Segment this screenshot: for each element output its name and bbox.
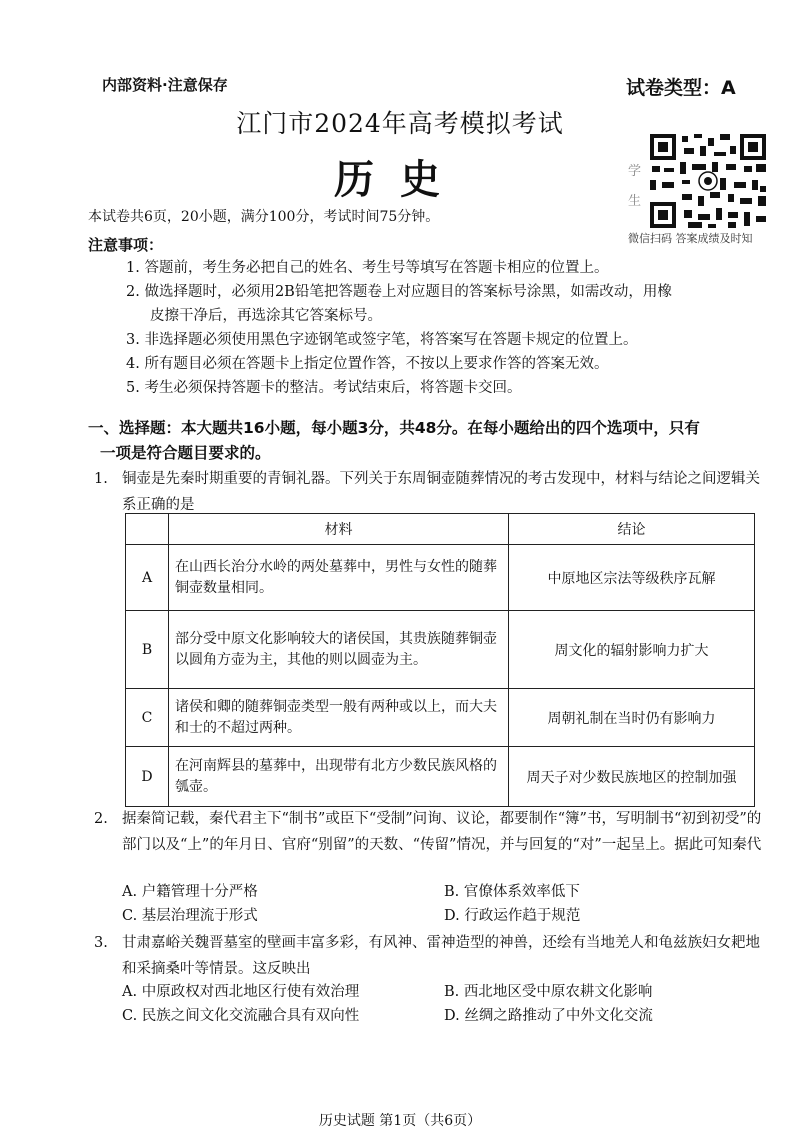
notes-heading: 注意事项： (88, 236, 164, 254)
question-text: 甘肃嘉峪关魏晋墓室的壁画丰富多彩，有风神、雷神造型的神兽，还绘有当地羌人和龟兹族妇女耙地和采摘桑叶等情景。这反映出 (122, 935, 760, 977)
section-heading-line: 一、选择题：本大题共16小题，每小题3分，共48分。在每小题给出的四个选项中，只有 (88, 419, 700, 437)
note-item: 3. 非选择题必须使用黑色字迹钢笔或签字笔，将答案写在答题卡规定的位置上。 (126, 332, 638, 348)
question-text: 铜壶是先秦时期重要的青铜礼器。下列关于东周铜壶随葬情况的考古发现中，材料与结论之间逻辑关系正确的是 (122, 471, 760, 513)
material-cell: 诸侯和卿的随葬铜壶类型一般有两种或以上，而大夫和士的不超过两种。 (169, 689, 509, 747)
conclusion-cell: 中原地区宗法等级秩序瓦解 (509, 545, 755, 611)
qr-caption: 微信扫码 答案成绩及时知 (628, 232, 753, 245)
conclusion-cell: 周天子对少数民族地区的控制加强 (509, 747, 755, 807)
table-header-cell: 材料 (169, 514, 509, 545)
note-item: 5. 考生必须保持答题卡的整洁。考试结束后，将答题卡交回。 (126, 380, 522, 396)
table-row (126, 611, 755, 689)
conclusion-cell: 周文化的辐射影响力扩大 (509, 611, 755, 689)
material-cell: 部分受中原文化影响较大的诸侯国，其贵族随葬铜壶以圆角方壶为主，其他的则以圆壶为主。 (169, 611, 509, 689)
question-text: 据秦简记载，秦代君主下“制书”或臣下“受制”问询、议论，都要制作“簿”书，写明制书“初到初受”的部门以及“上”的年月日、官府“别留”的天数、“传留”情况，并与回复的“对”一起呈上。据此可知秦代 (122, 811, 762, 853)
option-a[interactable]: A. 中原政权对西北地区行使有效治理 (122, 984, 360, 1000)
option-letter: A (126, 545, 169, 611)
subject-title: 历史 (334, 156, 466, 203)
question-3 (96, 930, 768, 982)
exam-title: 江门市2024年高考模拟考试 (236, 109, 564, 138)
material-conclusion-table (125, 513, 755, 807)
note-item: 皮擦干净后，再选涂其它答案标号。 (150, 308, 382, 324)
conclusion-cell: 周朝礼制在当时仍有影响力 (509, 689, 755, 747)
qr-side-char: 学 (628, 164, 642, 179)
section-heading-line: 一项是符合题目要求的。 (100, 444, 271, 462)
table-header-cell (126, 514, 169, 545)
qr-code-icon[interactable] (648, 132, 768, 230)
option-c[interactable]: C. 民族之间文化交流融合具有双向性 (122, 1008, 360, 1024)
option-b[interactable]: B. 西北地区受中原农耕文化影响 (444, 984, 653, 1000)
paper-intro: 本试卷共6页，20小题，满分100分，考试时间75分钟。 (88, 209, 440, 225)
option-d[interactable]: D. 丝绸之路推动了中外文化交流 (444, 1008, 653, 1024)
question-number: 1. (94, 471, 108, 487)
paper-type-label: 试卷类型：A (626, 77, 736, 99)
option-a[interactable]: A. 户籍管理十分严格 (122, 884, 258, 900)
option-letter: B (126, 611, 169, 689)
material-cell: 在山西长治分水岭的两处墓葬中，男性与女性的随葬铜壶数量相同。 (169, 545, 509, 611)
table-row (126, 747, 755, 807)
note-item: 2. 做选择题时，必须用2B铅笔把答题卷上对应题目的答案标号涂黑，如需改动，用橡 (126, 284, 672, 300)
question-2 (96, 806, 768, 858)
table-row (126, 689, 755, 747)
option-b[interactable]: B. 官僚体系效率低下 (444, 884, 580, 900)
option-letter: D (126, 747, 169, 807)
table-header-row (126, 514, 755, 545)
table-header-cell: 结论 (509, 514, 755, 545)
table-row (126, 545, 755, 611)
option-c[interactable]: C. 基层治理流于形式 (122, 908, 258, 924)
question-number: 3. (94, 935, 108, 951)
header-left-label: 内部资料·注意保存 (102, 76, 228, 94)
question-number: 2. (94, 811, 108, 827)
option-d[interactable]: D. 行政运作趋于规范 (444, 908, 581, 924)
material-cell: 在河南辉县的墓葬中，出现带有北方少数民族风格的瓠壶。 (169, 747, 509, 807)
note-item: 4. 所有题目必须在答题卡上指定位置作答，不按以上要求作答的答案无效。 (126, 356, 609, 372)
option-letter: C (126, 689, 169, 747)
qr-side-char: 生 (628, 194, 642, 209)
section-heading (88, 416, 776, 466)
question-1 (96, 466, 768, 518)
page-footer: 历史试题 第1页（共6页） (318, 1113, 482, 1129)
note-item: 1. 答题前，考生务必把自己的姓名、考生号等填写在答题卡相应的位置上。 (126, 260, 609, 276)
